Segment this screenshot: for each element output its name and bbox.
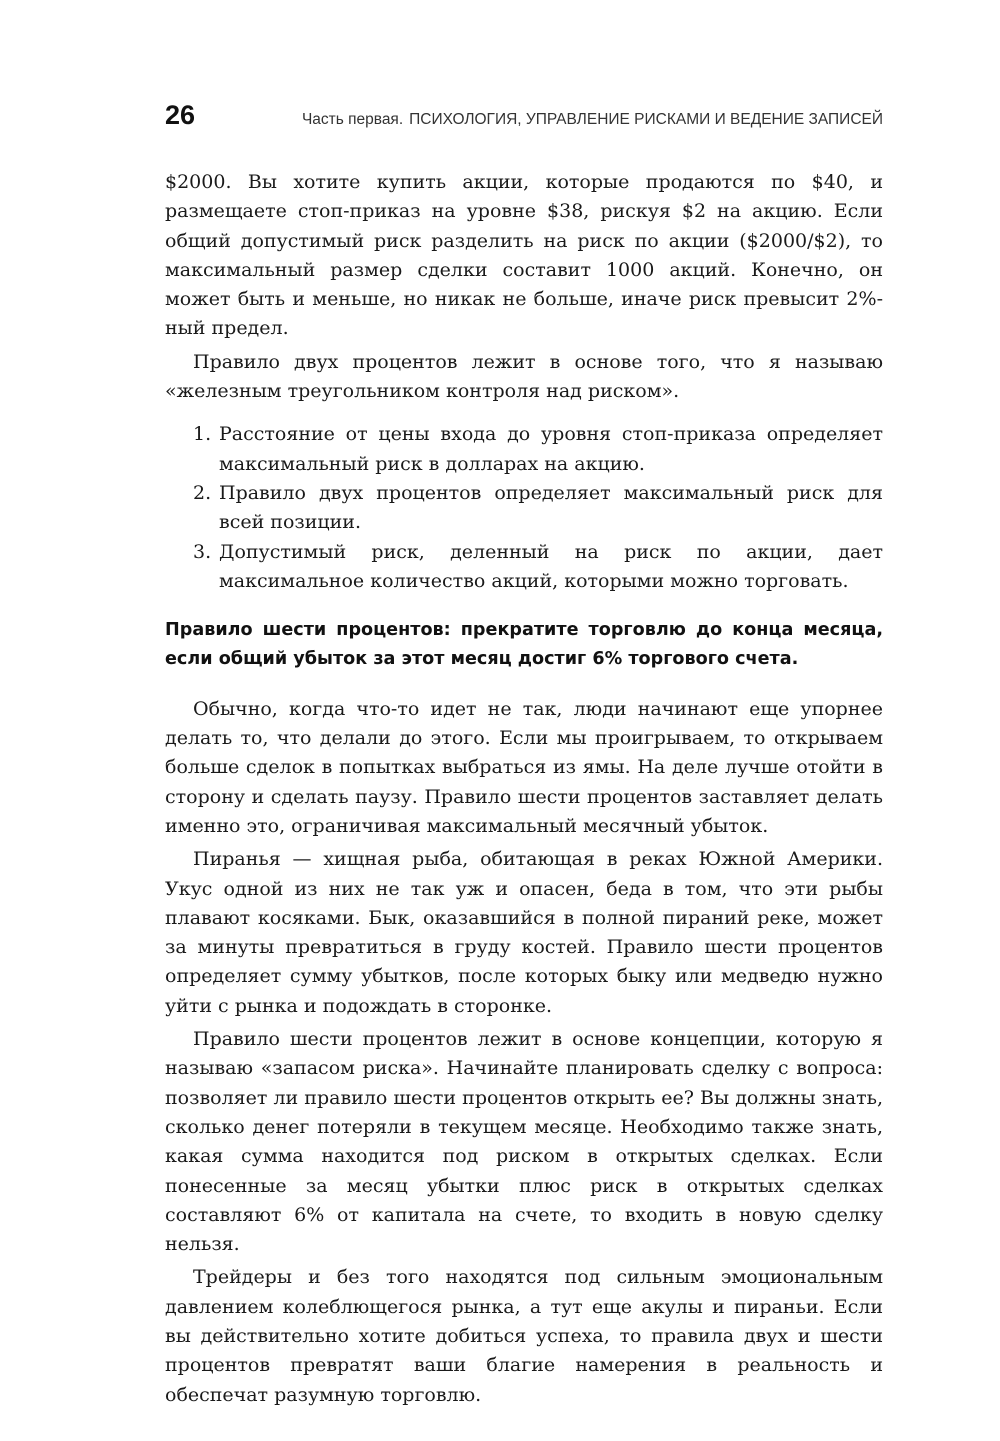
- paragraph-conclusion: Трейдеры и без того находятся под сильным эмоциональным давлением колеблющегося рынка, а тут еще акулы и пираньи. Если вы действительно хотите добиться успеха, то правила двух и шести процентов превратят ваши благие намерения в реальность и обеспечат разумную торговлю.: [165, 1266, 883, 1406]
- paragraph-risk-reserve: Правило шести процентов лежит в основе концепции, которую я называю «запасом риска». Начинайте планировать сделку с вопроса: позволяет ли правило шести процентов открыть ее? Вы должны знать, сколько денег потеряли в текущем месяце. Необходимо также знать, какая сумма находится под риском в открытых сделках. Если понесенные за месяц убытки плюс риск в открытых сделках составляют 6% от капитала на счете, то входить в новую сделку нельзя.: [165, 1028, 883, 1256]
- list-item-number: 2.: [193, 481, 212, 504]
- paragraph-iron-triangle-intro: Правило двух процентов лежит в основе того, что я называю «железным треугольником контроля над риском».: [165, 350, 883, 403]
- six-percent-rule-heading: Правило шести процентов: прекратите торговлю до конца месяца, если общий убыток за этот месяц достиг 6% торгового счета.: [165, 620, 883, 670]
- paragraph-six-percent: Обычно, когда что-то идет не так, люди начинают еще упорнее делать то, что делали до этого. Если мы проигрываем, то открываем больше сделок в попытках выбраться из ямы. На деле лучше отойти в сторону и сделать паузу. Правило шести процентов заставляет делать именно это, ограничивая максимальный месячный убыток.: [165, 697, 883, 837]
- list-item-number: 3.: [193, 540, 212, 563]
- list-item: [193, 479, 883, 538]
- paragraph-continued: $2000. Вы хотите купить акции, которые продаются по $40, и размещаете стоп-приказ на уровне $38, рискуя $2 на акцию. Если общий допустимый риск разделить на риск по акции ($2000/$2), то максимальный размер сделки составит 1000 акций. Конечно, он может быть и меньше, но никак не больше, иначе риск превысит 2%-ный предел.: [165, 171, 883, 340]
- iron-triangle-list: [165, 420, 883, 596]
- list-item: [193, 420, 883, 479]
- list-item-text: Правило двух процентов определяет максимальный риск для всей позиции.: [219, 481, 883, 534]
- running-header: [165, 100, 883, 140]
- list-item-text: Допустимый риск, деленный на риск по акции, дает максимальное количество акций, которыми можно торговать.: [219, 540, 883, 592]
- part-title: ПСИХОЛОГИЯ, УПРАВЛЕНИЕ РИСКАМИ И ВЕДЕНИЕ ЗАПИСЕЙ: [409, 111, 883, 128]
- part-label: Часть первая.: [301, 111, 404, 128]
- page-number: 26: [165, 100, 196, 130]
- chapter-header: [302, 111, 883, 129]
- list-item-text: Расстояние от цены входа до уровня стоп-приказа определяет максимальный риск в долларах на акцию.: [219, 423, 883, 475]
- list-item: [193, 538, 883, 597]
- list-item-number: 1.: [193, 423, 212, 446]
- book-page: [165, 100, 883, 1414]
- paragraph-piranha: Пиранья — хищная рыба, обитающая в реках Южной Америки. Укус одной из них не так уж и опасен, беда в том, что эти рыбы плавают косяками. Бык, оказавшийся в полной пираний реке, может за минуты превратиться в груду костей. Правило шести процентов определяет сумму убытков, после которых быку или медведю нужно уйти с рынка и подождать в сторонке.: [165, 848, 883, 1017]
